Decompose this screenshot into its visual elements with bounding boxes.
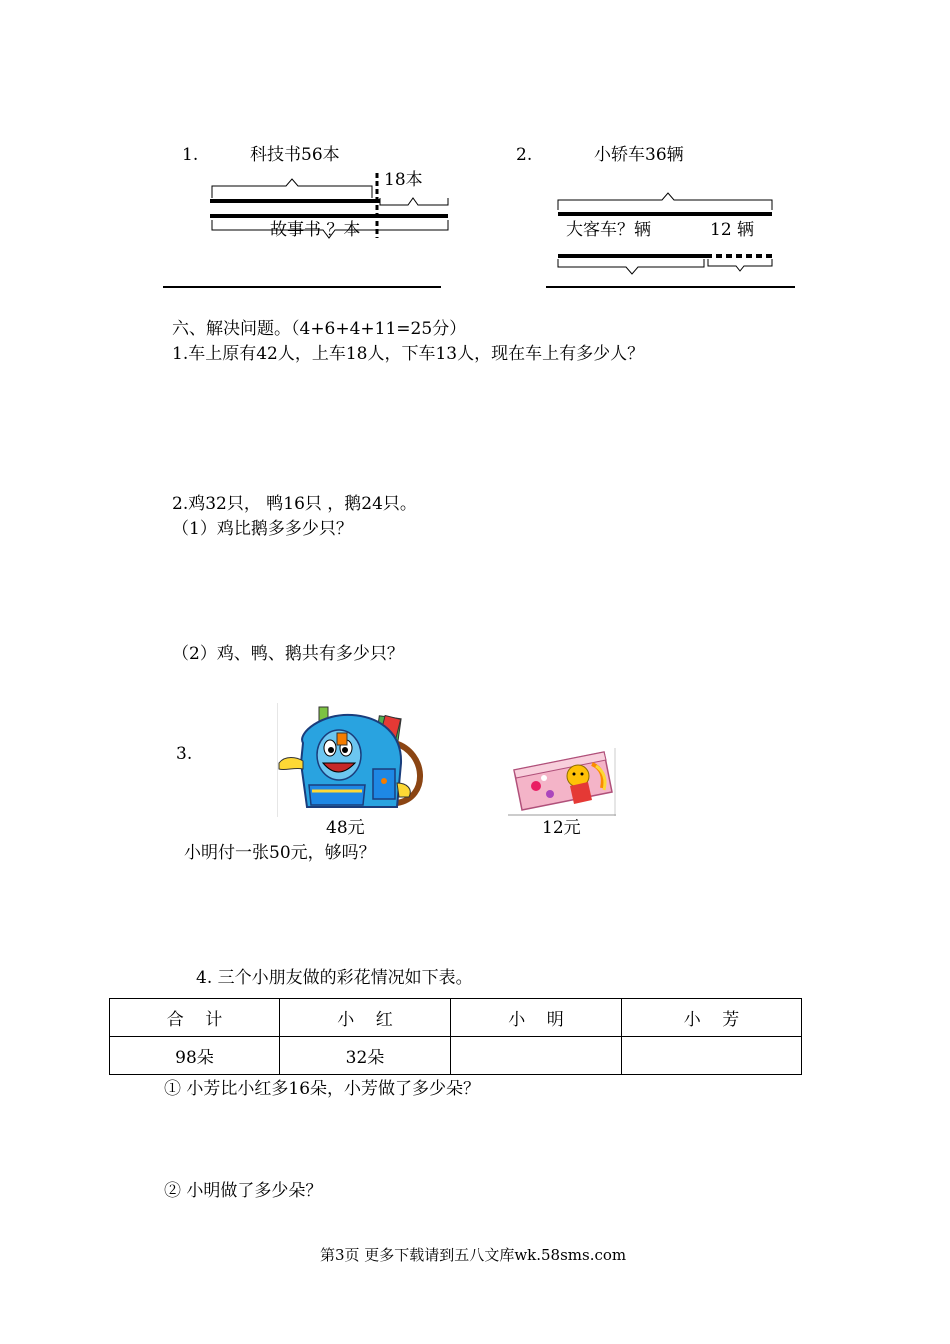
- backpack-price: 48元: [326, 818, 365, 838]
- cell-xiaohong: 32朵: [280, 1037, 451, 1075]
- header-xiaofang: 小 芳: [622, 999, 802, 1037]
- problem-1: 1.车上原有42人，上车18人，下车13人，现在车上有多少人？: [172, 344, 645, 364]
- problem-2-question-2: （2）鸡、鸭、鹅共有多少只？: [172, 644, 404, 664]
- diagram1-diff-brace: [380, 198, 448, 205]
- diagram2-right-label: 12 辆: [710, 220, 755, 240]
- diagram1-top-label: 科技书56本: [250, 145, 340, 165]
- header-total: 合 计: [110, 999, 280, 1037]
- header-xiaohong: 小 红: [280, 999, 451, 1037]
- diagram2-top-brace: [558, 193, 772, 210]
- problem-4-question-1: ① 小芳比小红多16朵，小芳做了多少朵？: [164, 1079, 481, 1099]
- problem-4-question-2: ② 小明做了多少朵？: [164, 1181, 323, 1201]
- pencil-case-price: 12元: [542, 818, 581, 838]
- diagram2-bottom-brace: [558, 259, 704, 274]
- backpack-icon: [277, 703, 433, 817]
- problem-4-intro: 4. 三个小朋友做的彩花情况如下表。: [196, 968, 473, 988]
- table-header-row: [110, 999, 802, 1037]
- diagram1-diff-label: 18本: [384, 170, 423, 190]
- header-xiaoming: 小 明: [451, 999, 622, 1037]
- diagram1-number: 1.: [182, 145, 199, 165]
- page-footer: 第3页 更多下载请到五八文库wk.58sms.com: [320, 1246, 627, 1264]
- section-heading: 六、解决问题。（4+6+4+11=25分）: [172, 319, 467, 339]
- diagram2-number: 2.: [516, 145, 533, 165]
- line-diagrams: [0, 0, 950, 300]
- diagram2-right-brace: [708, 259, 772, 271]
- problem-3-number: 3.: [176, 744, 193, 764]
- cell-xiaoming: [451, 1037, 622, 1075]
- problem-2: 2.鸡32只， 鸭16只 ，鹅24只。: [172, 494, 417, 514]
- diagram1-bottom-brace: [212, 220, 448, 238]
- table-row: [110, 1037, 802, 1075]
- cell-xiaofang: [622, 1037, 802, 1075]
- diagram2-top-label: 小轿车36辆: [594, 145, 684, 165]
- diagram1-bottom-label: 故事书 ？本: [270, 220, 361, 240]
- cell-total: 98朵: [110, 1037, 280, 1075]
- diagram2-left-label: 大客车？辆: [566, 220, 651, 240]
- diagram1-top-brace: [212, 179, 372, 198]
- problem-2-question-1: （1）鸡比鹅多多少只？: [172, 519, 353, 539]
- problem-3-question: 小明付一张50元，够吗？: [184, 843, 376, 863]
- pencil-case-icon: [508, 748, 616, 816]
- flower-table: [109, 998, 802, 1075]
